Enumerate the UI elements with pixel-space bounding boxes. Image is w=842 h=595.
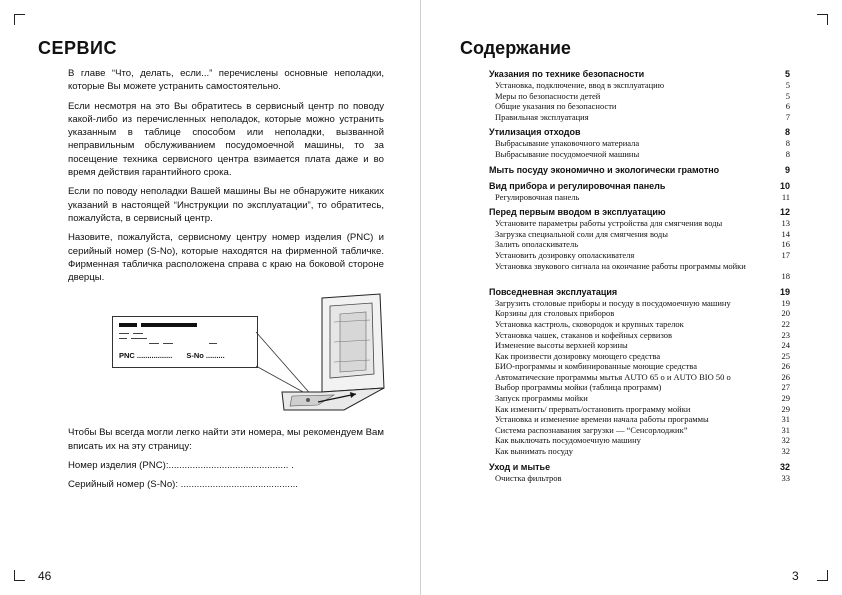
toc-item-page: 8 xyxy=(785,138,790,149)
toc-item-title: Загрузить столовые приборы и посуду в посудомоечную машину xyxy=(495,297,731,308)
toc-item-page: 31 xyxy=(781,414,790,425)
toc-item-page: 6 xyxy=(785,101,790,112)
rating-plate-figure xyxy=(108,292,398,412)
toc-item-page: 5 xyxy=(785,80,790,90)
toc-item-title: Установка чашек, стаканов и кофейных сервизов xyxy=(495,329,673,340)
toc-item-page: 22 xyxy=(781,318,790,329)
toc-item-title: Выбор программы мойки (таблица программ) xyxy=(495,382,662,393)
paragraph-1: В главе “Что, делать, если...” перечислены основные неполадки, которые Вы можете устранить самостоятельно. xyxy=(68,68,384,93)
toc-item[interactable] xyxy=(489,473,790,484)
toc-item[interactable] xyxy=(489,80,790,91)
toc-item[interactable] xyxy=(489,229,790,240)
toc-section-page: 8 xyxy=(784,127,790,138)
right-page xyxy=(460,38,790,483)
toc-item[interactable] xyxy=(489,112,790,123)
toc-item-page: 17 xyxy=(781,249,790,260)
toc-item[interactable] xyxy=(489,239,790,250)
paragraph-3: Если по поводу неполадки Вашей машины Вы не обнаружите никаких указаний в настоящей “Инструкции по эксплуатации”, то обратитесь, пожалуйста, в сервисный центр. xyxy=(68,186,384,224)
toc-item-title: Выбрасывание упаковочного материала xyxy=(495,138,640,149)
toc-item-title: Автоматические программы мытья AUTO 65 о и AUTO BIO 50 о xyxy=(495,371,731,382)
toc-item[interactable] xyxy=(489,218,790,229)
toc-item-title: Система распознавания загрузки — “Сенсорлоджик” xyxy=(495,424,688,435)
page-number-right: 3 xyxy=(792,569,799,583)
toc-section-title: Уход и мытье xyxy=(489,461,551,472)
toc-item[interactable] xyxy=(489,308,790,319)
toc-item-page: 32 xyxy=(781,446,790,457)
page-spine xyxy=(420,0,421,595)
toc-item[interactable] xyxy=(489,361,790,372)
toc-item-page: 23 xyxy=(781,329,790,340)
toc-item-title: Регулировочная панель xyxy=(495,191,580,202)
toc-item-title: Очистка фильтров xyxy=(495,472,562,483)
toc-item[interactable] xyxy=(489,393,790,404)
crop-mark-top-left xyxy=(14,14,25,25)
toc-item-page: 5 xyxy=(785,90,790,101)
toc-item[interactable] xyxy=(489,91,790,102)
toc-item-title: Установка звукового сигнала на окончание работы программы мойки xyxy=(495,260,746,271)
toc-item-page: 27 xyxy=(781,382,790,393)
sno-write-in-line: Серийный номер (S-No): ............................................ xyxy=(68,479,298,491)
left-page xyxy=(38,38,384,498)
toc-item-page: 19 xyxy=(781,297,790,308)
toc-item[interactable] xyxy=(489,192,790,203)
crop-mark-bottom-right xyxy=(817,570,828,581)
toc-section-page: 12 xyxy=(779,207,790,218)
toc-item-title: Правильная эксплуатация xyxy=(495,111,589,122)
toc-item-title: Загрузка специальной соли для смягчения воды xyxy=(495,228,668,239)
toc-item[interactable] xyxy=(489,330,790,341)
toc-item-title: Запуск программы мойки xyxy=(495,393,588,404)
toc-item[interactable] xyxy=(489,138,790,149)
toc-section[interactable] xyxy=(489,165,790,176)
toc-item-page: 14 xyxy=(781,228,790,239)
toc-item-title: Установить дозировку ополаскивателя xyxy=(495,249,635,260)
toc-item[interactable] xyxy=(489,446,790,457)
toc-section[interactable] xyxy=(489,462,790,473)
page-title-service: СЕРВИС xyxy=(38,38,117,58)
toc-item-page: 8 xyxy=(785,148,790,159)
toc-item-title: БИО-программы и комбинированные моющие средства xyxy=(495,361,697,372)
toc-item[interactable] xyxy=(489,425,790,436)
toc-item[interactable] xyxy=(489,414,790,425)
toc-section-page: 5 xyxy=(784,69,790,79)
toc-section-title: Утилизация отходов xyxy=(489,127,581,138)
toc-item[interactable] xyxy=(489,101,790,112)
crop-mark-bottom-left xyxy=(14,570,25,581)
toc-item-page: 26 xyxy=(781,361,790,372)
toc-item[interactable] xyxy=(489,261,790,282)
pnc-write-in-line: Номер изделия (PNC):............................................. . xyxy=(68,460,294,472)
toc-section-title: Указания по технике безопасности xyxy=(489,69,645,79)
table-of-contents xyxy=(489,69,790,483)
paragraph-5: Чтобы Вы всегда могли легко найти эти номера, мы рекомендуем Вам вписать их на эту страницу: xyxy=(68,427,384,452)
toc-section-page: 10 xyxy=(779,180,790,191)
toc-section-page: 32 xyxy=(779,461,790,472)
toc-item-page: 18 xyxy=(781,271,790,282)
plate-pnc-label: PNC ................. xyxy=(119,351,173,361)
toc-item[interactable] xyxy=(489,149,790,160)
paragraph-2: Если несмотря на это Вы обратитесь в сервисный центр по поводу какой-либо из перечисленных неполадок, которые можно устранить указанным в таблице способом или неполадки, вызванной неправильным обслуживанием посудомоечной машины, то за посещение техника сервисного центра взимается плата даже и во время действия гарантийного срока. xyxy=(68,100,384,179)
toc-item[interactable] xyxy=(489,298,790,309)
page-number-left: 46 xyxy=(38,569,52,583)
toc-item-title: Установка кастрюль, сковородок и крупных тарелок xyxy=(495,318,684,329)
toc-item-page: 33 xyxy=(781,472,790,483)
toc-item-page: 24 xyxy=(781,340,790,351)
toc-item-title: Выбрасывание посудомоечной машины xyxy=(495,148,640,159)
toc-section-title: Повседневная эксплуатация xyxy=(489,286,618,297)
toc-item[interactable] xyxy=(489,372,790,383)
toc-item-page: 25 xyxy=(781,350,790,361)
toc-item-page: 32 xyxy=(781,435,790,446)
toc-item[interactable] xyxy=(489,382,790,393)
toc-item-title: Как выключать посудомоечную машину xyxy=(495,435,641,446)
toc-section-title: Вид прибора и регулировочная панель xyxy=(489,180,666,191)
toc-section-title: Перед первым вводом в эксплуатацию xyxy=(489,207,666,218)
toc-item-title: Изменение высоты верхней корзины xyxy=(495,340,628,351)
toc-item-page: 16 xyxy=(781,239,790,250)
toc-item[interactable] xyxy=(489,351,790,362)
toc-section[interactable] xyxy=(489,69,790,80)
toc-item-page: 31 xyxy=(781,424,790,435)
toc-item-title: Установка, подключение, ввод в эксплуатацию xyxy=(495,80,665,90)
page-title-contents: Содержание xyxy=(460,38,571,58)
toc-item-page: 26 xyxy=(781,371,790,382)
toc-item-title: Меры по безопасности детей xyxy=(495,90,601,101)
toc-item[interactable] xyxy=(489,435,790,446)
toc-item-page: 11 xyxy=(781,191,790,202)
toc-item-title: Как изменить/ прервать/остановить программу мойки xyxy=(495,403,691,414)
toc-item[interactable] xyxy=(489,250,790,261)
toc-item-title: Залить ополаскиватель xyxy=(495,239,579,250)
toc-section-title: Мыть посуду экономично и экологически грамотно xyxy=(489,164,720,175)
toc-item-title: Общие указания по безопасности xyxy=(495,101,617,112)
paragraph-4: Назовите, пожалуйста, сервисному центру номер изделия (PNC) и серийный номер (S-No), которые находятся на фирменной табличке. Фирменная табличка расположена справа с краю на боковой стороне дверцы. xyxy=(68,232,384,284)
toc-item-page: 20 xyxy=(781,308,790,319)
toc-item-title: Как вынимать посуду xyxy=(495,446,573,457)
toc-section[interactable] xyxy=(489,181,790,192)
toc-section-page: 9 xyxy=(784,164,790,175)
plate-sno-label: S-No ......... xyxy=(186,351,225,361)
toc-item-title: Как произвести дозировку моющего средства xyxy=(495,350,661,361)
toc-item-page: 13 xyxy=(781,218,790,229)
toc-item-title: Установите параметры работы устройства для смягчения воды xyxy=(495,218,723,229)
toc-item[interactable] xyxy=(489,319,790,330)
toc-item-page: 29 xyxy=(781,403,790,414)
toc-section-page: 19 xyxy=(779,286,790,297)
toc-section[interactable] xyxy=(489,207,790,218)
toc-item-page: 7 xyxy=(785,111,790,122)
crop-mark-top-right xyxy=(817,14,828,25)
toc-item-title: Установка и изменение времени начала работы программы xyxy=(495,414,709,425)
toc-item-page: 29 xyxy=(781,393,790,404)
toc-section[interactable] xyxy=(489,127,790,138)
dishwasher-illustration xyxy=(108,292,398,412)
toc-item-title: Корзины для столовых приборов xyxy=(495,308,615,319)
toc-item[interactable] xyxy=(489,340,790,351)
toc-item[interactable] xyxy=(489,404,790,415)
toc-section[interactable] xyxy=(489,287,790,298)
